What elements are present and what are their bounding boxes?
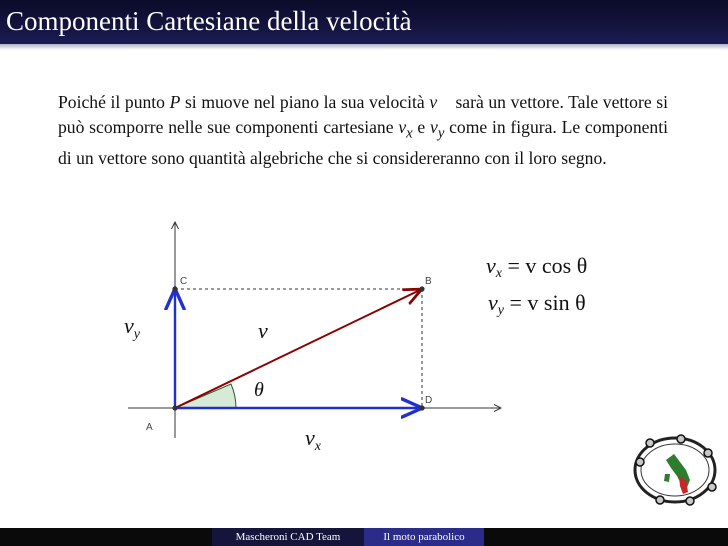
mascheroni-cad-team-logo-icon xyxy=(635,435,716,505)
body-text-2: si muove nel piano la sua velocità xyxy=(180,92,430,112)
body-text-1: Poiché il punto xyxy=(58,92,170,112)
footer-bar xyxy=(0,528,728,546)
point-c-dot xyxy=(172,286,177,291)
vx-symbol: v xyxy=(398,116,407,137)
vy-subscript: y xyxy=(437,125,445,142)
formula-vx: $v_x = v$ cos θ xyxy=(486,253,588,281)
point-a-dot xyxy=(172,405,177,410)
footer-author: Mascheroni CAD Team xyxy=(212,528,364,546)
point-a-label: A xyxy=(146,422,153,433)
point-b-dot xyxy=(419,286,424,291)
point-c-label: C xyxy=(180,276,188,287)
label-vx: $v_x$ xyxy=(305,425,321,454)
vy-symbol: v xyxy=(430,116,438,137)
label-v: v⃗ xyxy=(258,318,285,343)
label-vy: $v_y$ xyxy=(124,313,140,342)
slide-title: Componenti Cartesiane della velocità xyxy=(6,6,412,36)
vx-subscript: x xyxy=(406,125,413,142)
body-text-5: come in figura. Le componenti di un vettore sono quantità algebriche che si considereranno con il loro segno. xyxy=(58,116,668,168)
point-d-label: D xyxy=(425,395,433,406)
body-text-4: e xyxy=(412,116,430,137)
point-d-dot xyxy=(419,405,424,410)
formula-vy: $v_y = v$ sin θ xyxy=(488,290,586,318)
label-theta: θ xyxy=(254,379,264,401)
velocity-symbol: v⃗ xyxy=(429,92,451,112)
point-symbol: P xyxy=(169,92,181,112)
footer-topic: Il moto parabolico xyxy=(364,528,484,546)
vector-v xyxy=(175,290,420,408)
body-text-3: sarà un vettore. Tale vettore si può scomporre nelle sue componenti cartesiane xyxy=(58,92,668,137)
point-b-label: B xyxy=(425,276,432,287)
